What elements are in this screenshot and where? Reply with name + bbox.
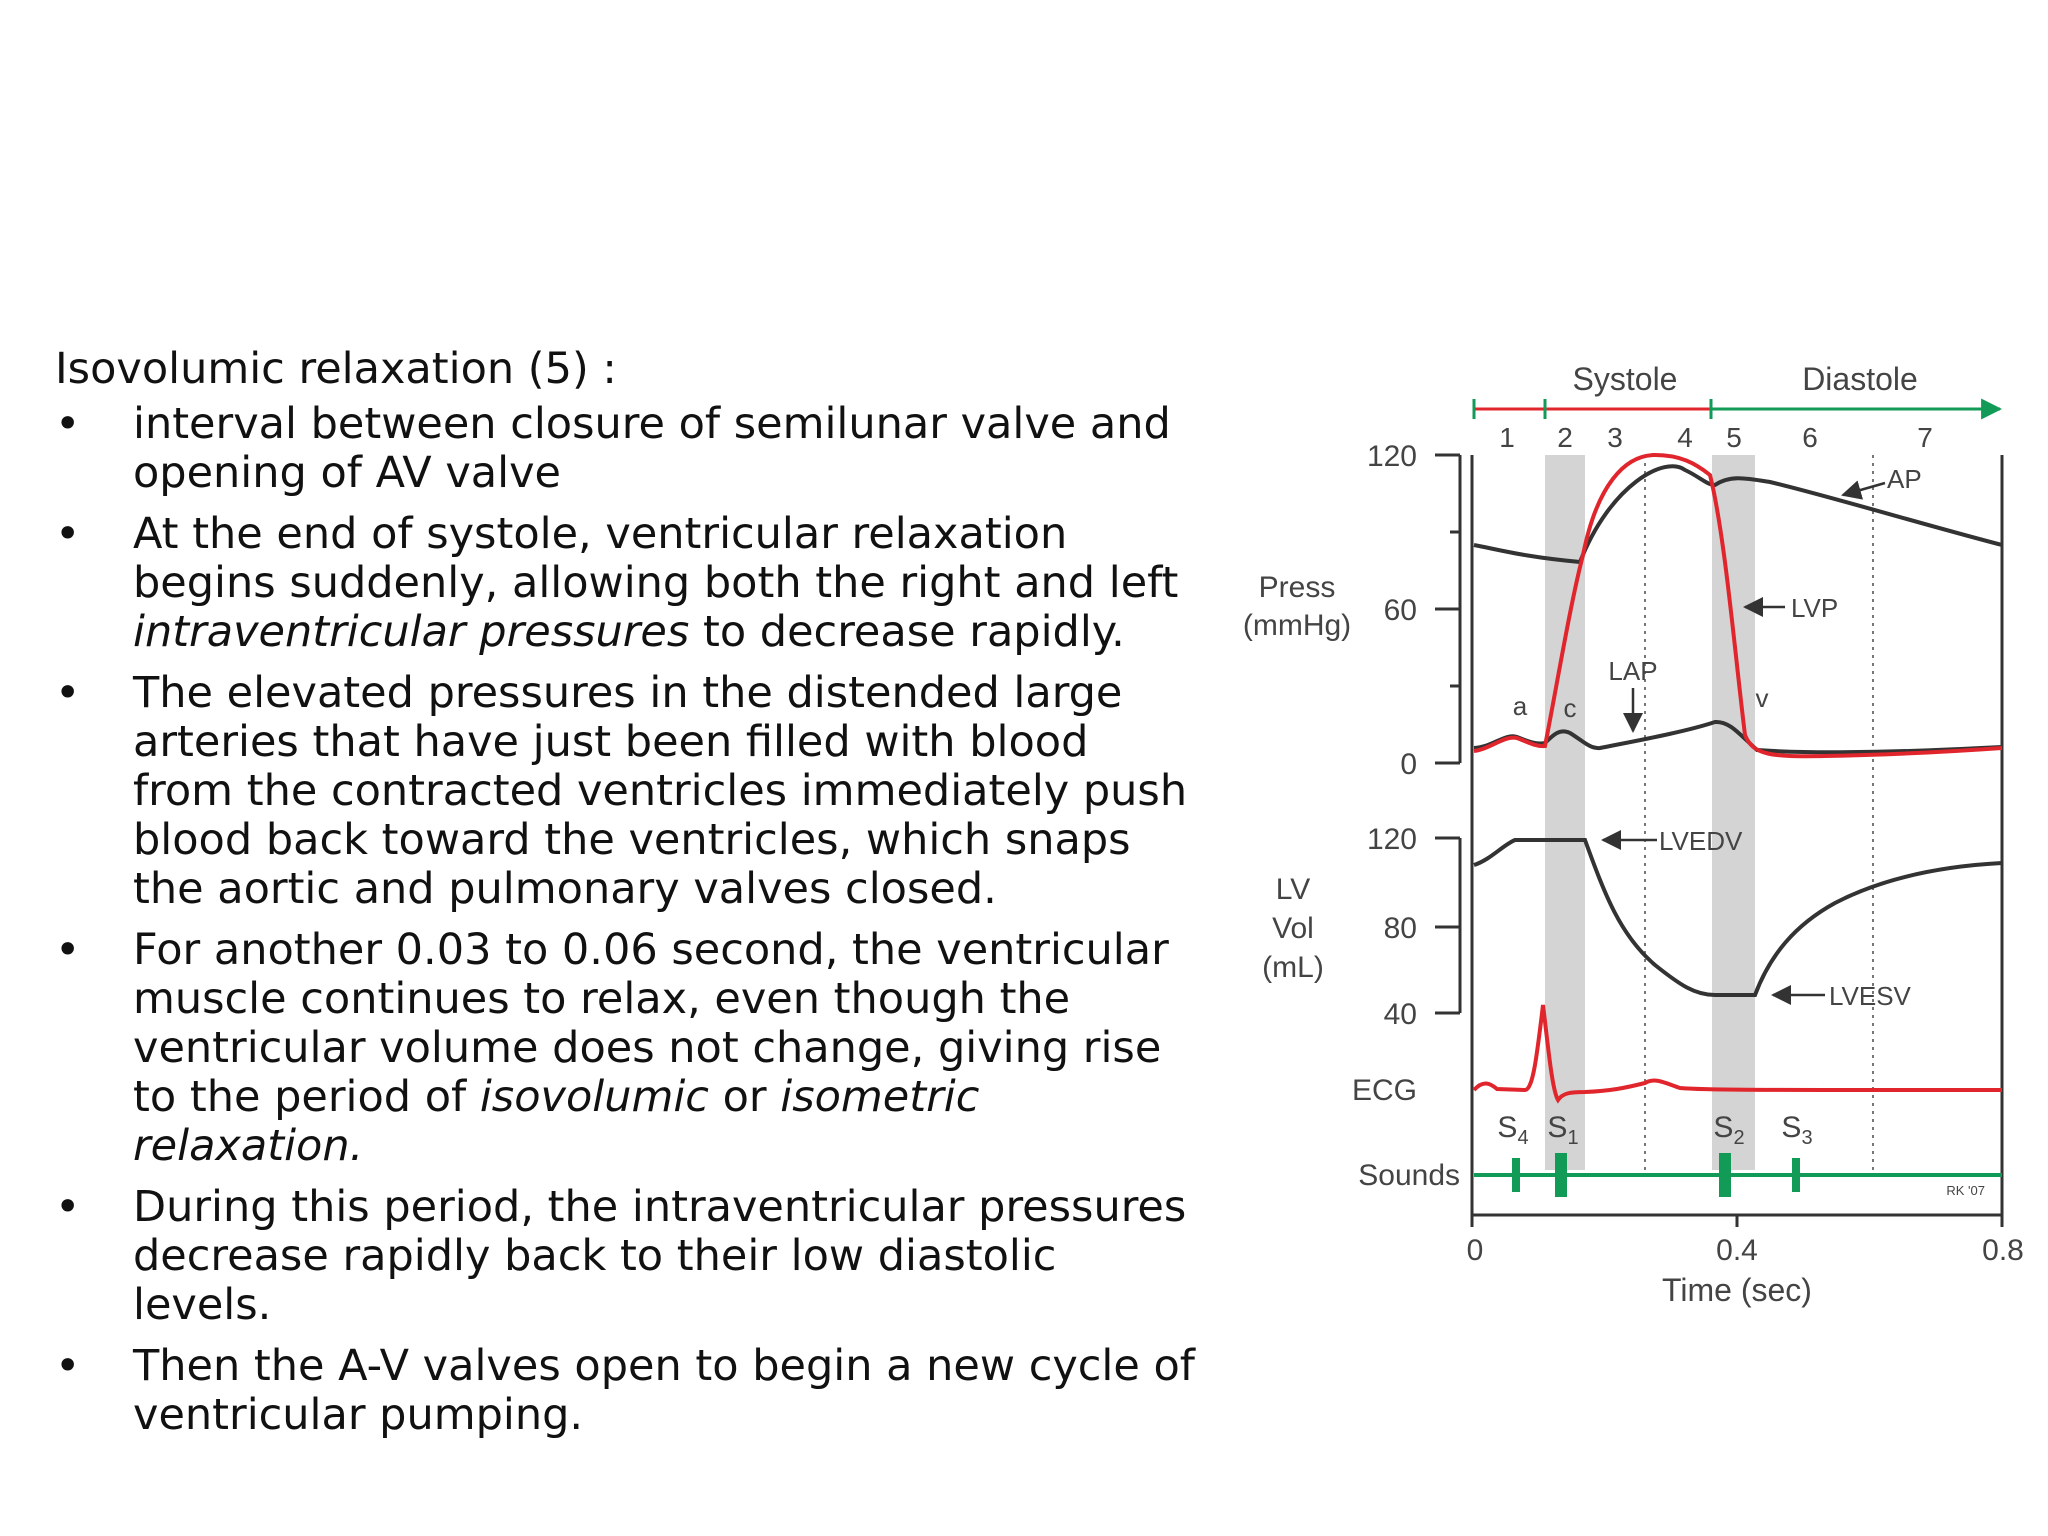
lvedv-label: LVEDV bbox=[1659, 826, 1743, 856]
phase-number: 7 bbox=[1917, 422, 1933, 453]
bullet-dot: • bbox=[55, 1182, 81, 1232]
bullet-text: to decrease rapidly. bbox=[689, 607, 1125, 657]
pressure-tick-label: 120 bbox=[1366, 440, 1417, 473]
heart-sound-s4-label: $S_4$ bbox=[1497, 1111, 1529, 1149]
volume-axis-label: LV bbox=[1275, 873, 1311, 906]
ap-arrow bbox=[1843, 483, 1885, 495]
heart-sound-s1-mark bbox=[1555, 1153, 1567, 1197]
slide-title: Isovolumic relaxation (5) : bbox=[55, 344, 617, 394]
heart-sound-s1-label: $S_1$ bbox=[1547, 1111, 1579, 1149]
heart-sound-s4-mark bbox=[1512, 1158, 1520, 1192]
bullet-italic-text: intraventricular pressures bbox=[133, 607, 690, 657]
bullet-text: During this period, the intraventricular pressures decrease rapidly back to their low diastolic levels. bbox=[133, 1182, 1187, 1330]
phase-number: 4 bbox=[1677, 422, 1693, 453]
wave-a-label: a bbox=[1512, 691, 1528, 721]
bullet-dot: • bbox=[55, 925, 81, 975]
phase-band-isovolumic-relaxation bbox=[1712, 455, 1755, 1170]
lap-label: LAP bbox=[1608, 656, 1658, 686]
sounds-label: Sounds bbox=[1358, 1159, 1460, 1192]
pressure-axis-label: (mmHg) bbox=[1242, 609, 1352, 642]
bullet-text: or bbox=[708, 1072, 781, 1122]
pressure-axis-label: Press bbox=[1258, 571, 1336, 604]
systole-label: Systole bbox=[1572, 361, 1678, 397]
volume-axis-label: Vol bbox=[1272, 912, 1314, 945]
bullet-item bbox=[55, 400, 1195, 498]
lvesv-label: LVESV bbox=[1829, 981, 1911, 1011]
bullet-dot: • bbox=[55, 509, 81, 559]
volume-tick-label: 120 bbox=[1366, 823, 1417, 856]
bullet-item bbox=[55, 1342, 1195, 1440]
lvp-label: LVP bbox=[1791, 593, 1839, 623]
time-tick-label: 0.4 bbox=[1716, 1234, 1758, 1267]
bullet-text: The elevated pressures in the distended large arteries that have just been filled with blood from the contracted ventricles immediately push blood back toward the ventricles, which snaps the aortic and pulmonary valves closed. bbox=[133, 668, 1188, 914]
bullet-dot: • bbox=[55, 1341, 81, 1391]
bullet-italic-text: isovolumic bbox=[479, 1072, 709, 1122]
phase-number: 6 bbox=[1802, 422, 1818, 453]
bullet-text: Then the A-V valves open to begin a new cycle of ventricular pumping. bbox=[133, 1341, 1195, 1440]
volume-tick-label: 40 bbox=[1383, 998, 1417, 1031]
phase-number: 2 bbox=[1557, 422, 1573, 453]
ap-label: AP bbox=[1887, 464, 1922, 494]
bullet-list bbox=[55, 400, 1195, 1440]
slide-text bbox=[55, 345, 1195, 1452]
bullet-item bbox=[55, 510, 1195, 657]
heart-sound-s3-mark bbox=[1792, 1158, 1800, 1192]
heart-sound-s2-mark bbox=[1719, 1153, 1731, 1197]
bullet-italic-text: isometric relaxation. bbox=[133, 1072, 980, 1171]
volume-tick-label: 80 bbox=[1383, 912, 1417, 945]
ecg-label: ECG bbox=[1351, 1074, 1417, 1107]
bullet-item bbox=[55, 926, 1195, 1171]
bullet-text: At the end of systole, ventricular relaxation begins suddenly, allowing both the right and left bbox=[133, 509, 1179, 608]
time-tick-label: 0 bbox=[1466, 1234, 1484, 1267]
time-axis-label: Time (sec) bbox=[1662, 1272, 1812, 1308]
bullet-text: interval between closure of semilunar valve and opening of AV valve bbox=[133, 399, 1171, 498]
diastole-label: Diastole bbox=[1802, 361, 1918, 397]
bullet-dot: • bbox=[55, 668, 81, 718]
pressure-tick-label: 60 bbox=[1383, 594, 1417, 627]
phase-number: 1 bbox=[1499, 422, 1515, 453]
wave-c-label: c bbox=[1563, 693, 1577, 723]
time-tick-label: 0.8 bbox=[1982, 1234, 2024, 1267]
bullet-item bbox=[55, 669, 1195, 914]
heart-sound-s2-label: $S_2$ bbox=[1713, 1111, 1745, 1149]
phase-number: 3 bbox=[1607, 422, 1623, 453]
wave-v-label: v bbox=[1755, 683, 1769, 713]
bullet-text: For another 0.03 to 0.06 second, the ventricular muscle continues to relax, even though the ventricular volume does not change, giving rise to the period of bbox=[133, 925, 1169, 1122]
heart-sound-s3-label: $S_3$ bbox=[1781, 1111, 1813, 1149]
volume-axis-label: (mL) bbox=[1262, 951, 1324, 984]
artist-signature: RK '07 bbox=[1946, 1183, 1985, 1198]
cardiac-cycle-diagram bbox=[1225, 355, 2030, 1355]
bullet-dot: • bbox=[55, 399, 81, 449]
pressure-tick-label: 0 bbox=[1400, 748, 1417, 781]
phase-number: 5 bbox=[1726, 422, 1742, 453]
bullet-item bbox=[55, 1183, 1195, 1330]
